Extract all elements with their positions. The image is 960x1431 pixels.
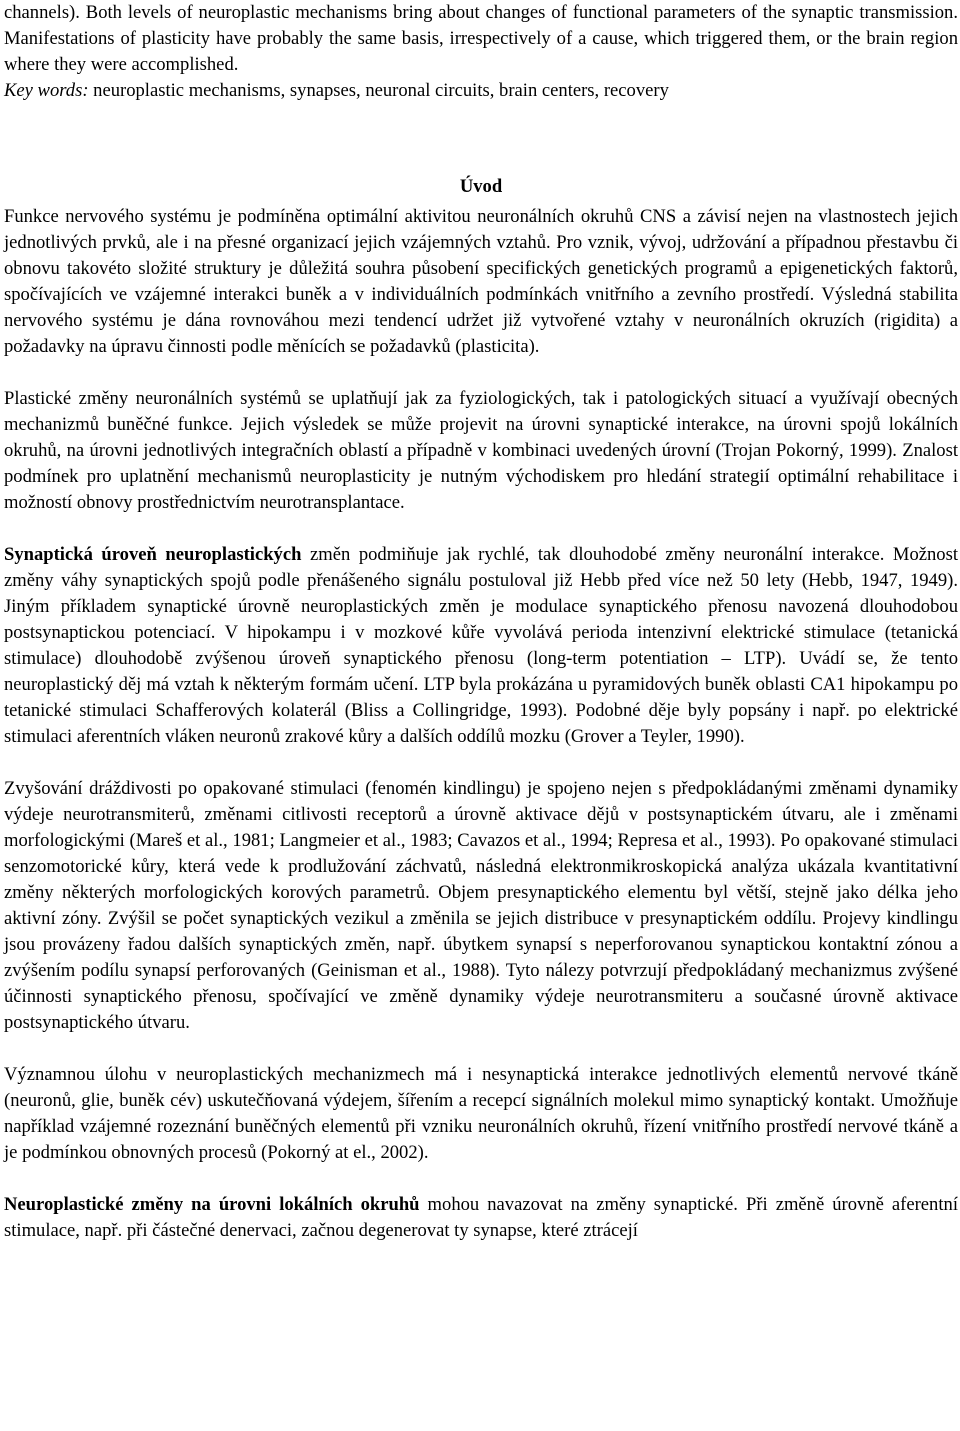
- paragraph-text: Funkce nervového systému je podmíněna optimální aktivitou neuronálních okruhů CNS a závisí nejen na vlastnostech jejich jednotlivých prvků, ale i na přesné organizací jejich vzájemných vztahů. Pro vznik, vývoj, udržování a případnou přestavbu či obnovu takovéto složité struktury je důležitá souhra působení specifických genetických programů a epigenetických faktorů, spočívajících ve vzájemné interakci buněk a v individuálních podmínkách vnitřního a zevního prostředí. Výsledná stabilita nervového systému je dána rovnováhou mezi tendencí udržet již vytvořené vztahy v neuronálních okruzích (rigidita) a požadavky na úpravu činnosti podle měnících se požadavků (plasticita).: [4, 206, 958, 357]
- paragraph-nonsynaptic: [4, 1062, 958, 1166]
- paragraph-lead-bold: Neuroplastické změny na úrovni lokálních okruhů: [4, 1194, 420, 1215]
- paragraph-text: změn podmiňuje jak rychlé, tak dlouhodobé změny neuronální interakce. Možnost změny váhy synaptických spojů podle přenášeného signálu postuloval již Hebb před více než 50 lety (Hebb, 1947, 1949). Jiným příkladem synaptické úrovně neuroplastických změn je modulace synaptického přenosu navozená dlouhodobou postsynaptickou potenciací. V hipokampu i v mozkové kůře vyvolává perioda intenzivní elektrické stimulace (tetanická stimulace) dlouhodobě zvýšenou úroveň synaptického přenosu (long-term potentiation – LTP). Uvádí se, že tento neuroplastický děj má vztah k některým formám učení. LTP byla prokázána u pyramidových buněk oblasti CA1 hipokampu po tetanické stimulaci Schafferových kolaterál (Bliss a Collingridge, 1993). Podobné děje byly popsány i např. po elektrické stimulaci aferentních vláken neuronů zrakové kůry a dalších oddílů mozku (Grover a Teyler, 1990).: [4, 544, 959, 747]
- paragraph-text: Plastické změny neuronálních systémů se uplatňují jak za fyziologických, tak i patologických situací a využívají obecných mechanizmů buněčné funkce. Jejich výsledek se může projevit na úrovni synaptické interakce, na úrovni spojů lokálních okruhů, na úrovni jednotlivých integračních oblastí a případně v kombinaci uvedených úrovní (Trojan Pokorný, 1999). Znalost podmínek pro uplatnění mechanismů neuroplasticity je nutným východiskem pro hledání strategií optimální rehabilitace i možností obnovy prostřednictvím neurotransplantace.: [4, 388, 958, 513]
- abstract-text: channels). Both levels of neuroplastic mechanisms bring about changes of functional parameters of the synaptic transmission. Manifestations of plasticity have probably the same basis, irrespectively of a cause, which triggered them, or the brain region where they were accomplished.: [4, 2, 958, 75]
- paragraph-lead-bold: Synaptická úroveň neuroplastických: [4, 544, 302, 565]
- paragraph-local-circuits: [4, 1192, 958, 1244]
- section-heading: Úvod: [459, 176, 503, 197]
- paragraph-synaptic-level: [4, 542, 958, 750]
- paragraph-text: mohou navazovat na změny synaptické. Při změně úrovně aferentní stimulace, např. při částečné denervaci, začnou degenerovat ty synapse, které ztrácejí: [4, 1194, 958, 1241]
- abstract-ending: [4, 0, 958, 78]
- document-page: [4, 0, 958, 1244]
- paragraph-text: Významnou úlohu v neuroplastických mechanizmech má i nesynaptická interakce jednotlivých elementů nervové tkáně (neuronů, glie, buněk cév) uskutečňovaná výdejem, šířením a recepcí signálních molekul mimo synaptický kontakt. Umožňuje například vzájemné rozeznání buněčných elementů při vzniku neuronálních okruhů, řízení vnitřního prostředí nervové tkáně a je podmínkou obnovných procesů (Pokorný at el., 2002).: [4, 1064, 958, 1163]
- keywords-line: [4, 78, 958, 104]
- keywords-label: Key words:: [4, 80, 89, 101]
- keywords-text: neuroplastic mechanisms, synapses, neuronal circuits, brain centers, recovery: [88, 80, 669, 101]
- paragraph-text: Zvyšování dráždivosti po opakované stimulaci (fenomén kindlingu) je spojeno nejen s předpokládanými změnami dynamiky výdeje neurotransmiterů, změnami citlivosti receptorů a úrovně aktivace dějů v postsynaptickém útvaru, ale i změnami morfologickými (Mareš et al., 1981; Langmeier et al., 1983; Cavazos et al., 1994; Represa et al., 1993). Po opakované stimulaci senzomotorické kůry, která vede k prodlužování záchvatů, následná elektronmikroskopická analýza ukázala kvantitativní změny některých morfologických korových parametrů. Objem presynaptického elementu byl větší, stejně jako délka jeho aktivní zóny. Zvýšil se počet synaptických vezikul a změnila se jejich distribuce v presynaptickém oddílu. Projevy kindlingu jsou provázeny řadou dalších synaptických změn, např. úbytkem synapsí s neperforovanou synaptickou kontaktní zónou a zvýšením podílu synapsí perforovaných (Geinisman et al., 1988). Tyto nálezy potvrzují předpokládaný mechanizmus zvýšené účinnosti synaptického přenosu, spočívající ve změně dynamiky výdeje neurotransmiteru a současné úrovně aktivace postsynaptického útvaru.: [4, 778, 958, 1033]
- paragraph-kindling: [4, 776, 958, 1036]
- paragraph-introduction: [4, 204, 958, 360]
- paragraph-plastic-changes: [4, 386, 958, 516]
